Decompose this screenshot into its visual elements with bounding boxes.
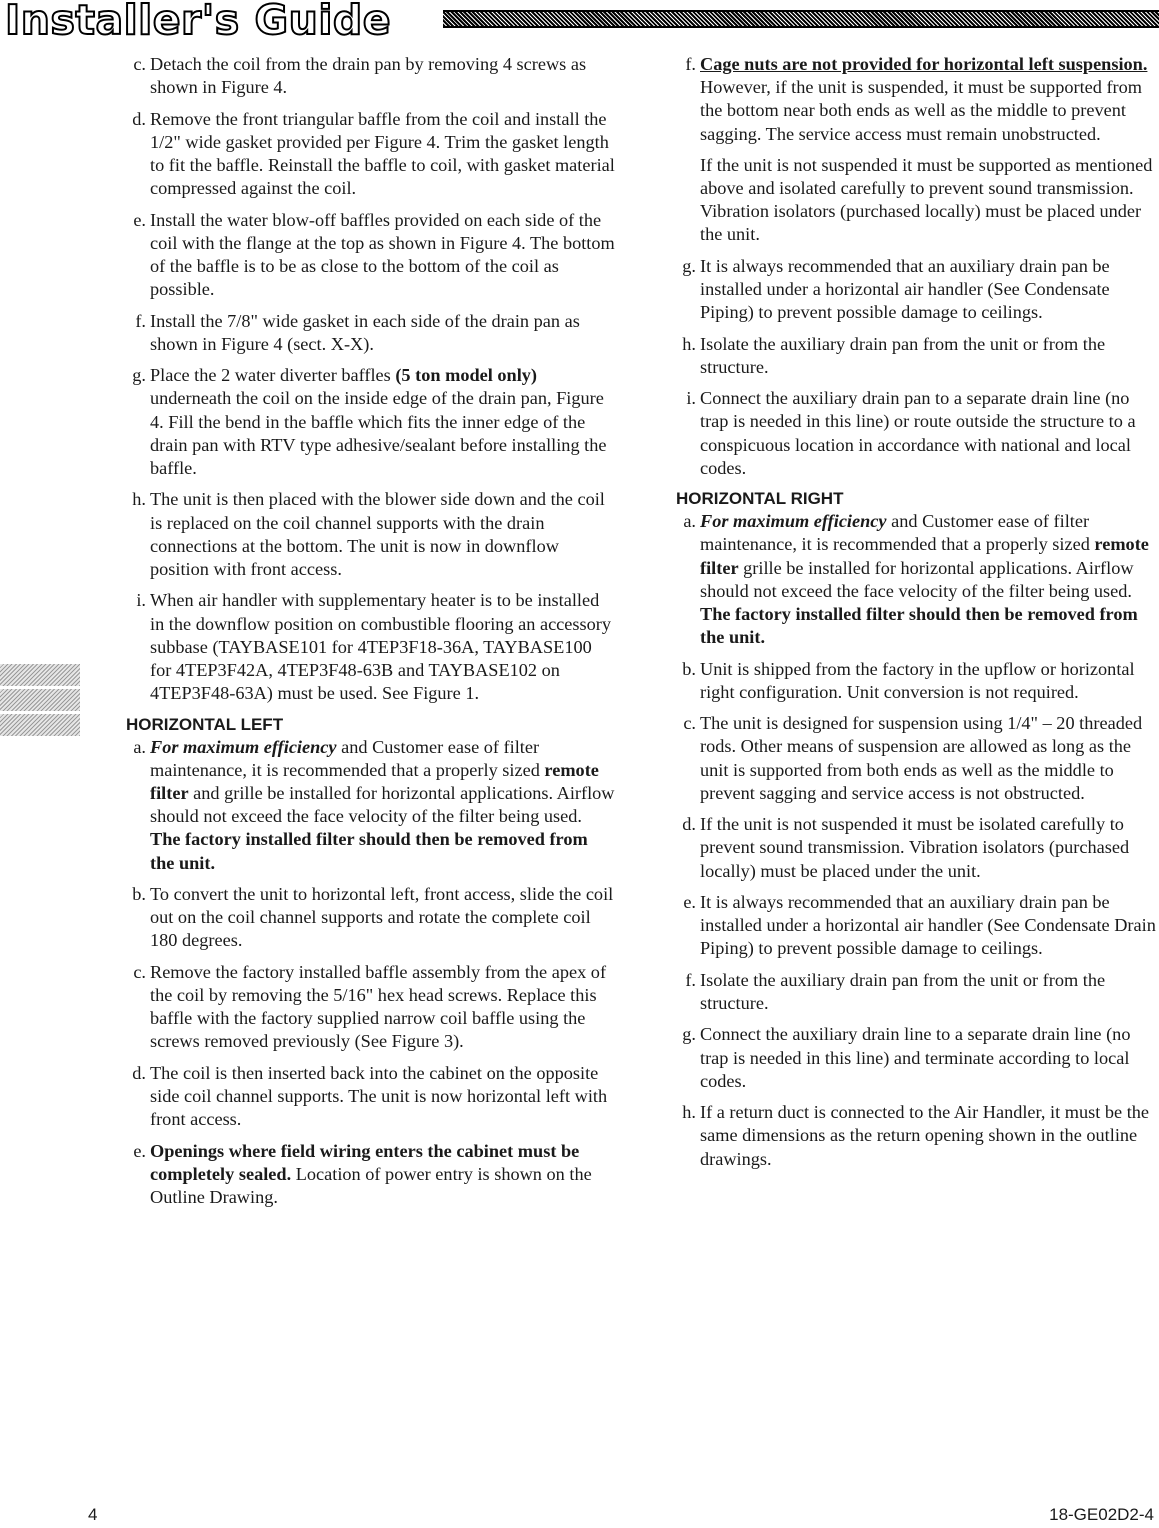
list-item: i. When air handler with supplementary heater is to be installed in the downflow position on combustible flooring an accessory subbase (TAYBASE101 for 4TEP3F18-36A, TAYBASE100 for 4TEP3F42A, 4TEP3F48-63B and TAYBASE102 on 4TEP3F48-63A) must be used. See Figure 1. xyxy=(136,590,612,704)
list-item: a. For maximum efficiency and Customer ease of filter maintenance, it is recommended that a properly sized remote filter grille be installed for horizontal applications. Airflow should not exceed the face velocity of the filter being used. The factory installed filter should then be removed from the unit. xyxy=(683,511,1149,648)
side-tab-1 xyxy=(0,664,80,686)
list-item: h. The unit is then placed with the blower side down and the coil is replaced on the coil channel supports with the drain connections at the bottom. The unit is now in downflow position with front access. xyxy=(132,489,605,579)
list-item: d. Remove the front triangular baffle from the coil and install the 1/2" wide gasket provided per Figure 4. Trim the gasket length to fit the baffle. Reinstall the baffle to coil, with gasket material compressed against the coil. xyxy=(132,108,615,199)
side-tab-3 xyxy=(0,714,80,736)
list-item: d. The coil is then inserted back into the cabinet on the opposite side coil channel supports. The unit is now horizontal left with front access. xyxy=(132,1062,608,1130)
list-item: b. Unit is shipped from the factory in the upflow or horizontal right configuration. Unit conversion is not required. xyxy=(682,658,1135,702)
list-item: c. Remove the factory installed baffle assembly from the apex of the coil by removing the 5/16" hex head screws. Replace this baffle with the factory supplied narrow coil baffle using the screws removed previously (See Figure 3). xyxy=(133,961,607,1052)
list-item: f. Install the 7/8" wide gasket in each side of the drain pan as shown in Figure 4 (sect. X-X). xyxy=(135,310,580,354)
list-item: e. Install the water blow-off baffles provided on each side of the coil with the flange at the top as shown in Figure 4. The bottom of the baffle is to be as close to the bottom of the coil as possible. xyxy=(133,209,615,300)
right-column xyxy=(670,53,1159,1179)
list-item: a. For maximum efficiency and Customer ease of filter maintenance, it is recommended that a properly sized remote filter and grille be installed for horizontal applications. Airflow should not exceed the face velocity of the filter being used. The factory installed filter should then be removed from the unit. xyxy=(133,736,615,873)
list-item: c. The unit is designed for suspension using 1/4" – 20 threaded rods. Other means of suspension are allowed as long as the unit is supported from both ends as well as the middle to prevent sagging and service access is not obstructed. xyxy=(683,713,1143,803)
list-item: f. Isolate the auxiliary drain pan from the unit or from the structure. xyxy=(685,969,1106,1013)
list-item: e. Openings where field wiring enters the cabinet must be completely sealed. Location of power entry is shown on the Outline Drawing. xyxy=(133,1140,592,1207)
header-rule xyxy=(443,10,1159,28)
left-column xyxy=(120,53,615,1217)
list-item: i. Connect the auxiliary drain pan to a separate drain line (no trap is needed in this line) or route outside the structure to a conspicuous location in accordance with national and local codes. xyxy=(686,388,1136,478)
list-item: f. Cage nuts are not provided for horizontal left suspension. However, if the unit is suspended, it must be supported from the bottom near both ends as well as the middle to prevent sagging. The service access must remain unobstructed. If the unit is not suspended it must be supported as mentioned above and isolated carefully to prevent sound transmission. Vibration isolators (purchased locally) must be placed under the unit. xyxy=(685,54,1153,245)
list-item: c. Detach the coil from the drain pan by removing 4 screws as shown in Figure 4. xyxy=(133,54,587,98)
list-item: e. It is always recommended that an auxiliary drain pan be installed under a horizontal air handler (See Condensate Drain Piping) to prevent possible damage to ceilings. xyxy=(683,892,1156,959)
page-number: 4 xyxy=(88,1505,98,1524)
list-item: g. Connect the auxiliary drain line to a separate drain line (no trap is needed in this line) and terminate according to local codes. xyxy=(682,1024,1131,1091)
list-item: g. Place the 2 water diverter baffles (5 ton model only) underneath the coil on the inside edge of the drain pan, Figure 4. Fill the bend in the baffle which fits the inner edge of the drain pan with RTV type adhesive/sealant before installing the baffle. xyxy=(132,365,607,478)
section-heading-horizontal-right: HORIZONTAL RIGHT xyxy=(676,489,844,509)
page-header-title: Installer's Guide xyxy=(5,0,392,44)
list-item: h. Isolate the auxiliary drain pan from the unit or from the structure. xyxy=(682,333,1106,377)
list-item: b. To convert the unit to horizontal left, front access, slide the coil out on the coil channel supports and rotate the complete coil 180 degrees. xyxy=(132,884,614,951)
side-tab-2 xyxy=(0,689,80,711)
list-item: h. If a return duct is connected to the Air Handler, it must be the same dimensions as the return opening shown in the outline drawings. xyxy=(682,1102,1150,1169)
section-heading-horizontal-left: HORIZONTAL LEFT xyxy=(126,714,284,734)
document-code: 18-GE02D2-4 xyxy=(1049,1505,1154,1524)
list-item: d. If the unit is not suspended it must be isolated carefully to prevent sound transmission. Vibration isolators (purchased locally) must be placed under the unit. xyxy=(682,814,1130,881)
list-item: g. It is always recommended that an auxiliary drain pan be installed under a horizontal air handler (See Condensate Piping) to prevent possible damage to ceilings. xyxy=(682,255,1110,323)
